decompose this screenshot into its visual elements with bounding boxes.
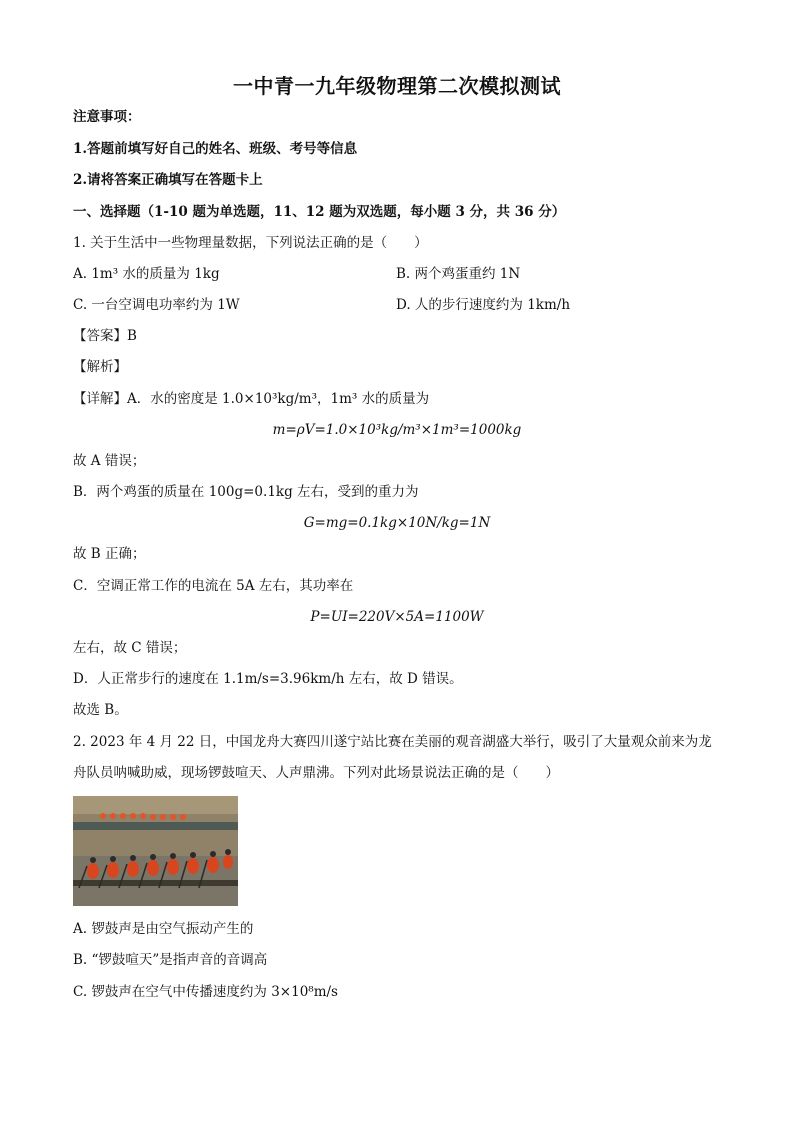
formula-a: m=ρV=1.0×10³kg/m³×1m³=1000kg (272, 422, 522, 438)
question-1-option-c: C. 一台空调电功率约为 1W (73, 297, 240, 313)
notice-heading: 注意事项： (73, 109, 141, 125)
notice-item-2: 2.请将答案正确填写在答题卡上 (73, 172, 263, 188)
question-1-option-d: D. 人的步行速度约为 1km/h (396, 297, 571, 313)
analysis-label: 【解析】 (73, 359, 127, 375)
question-2-option-c: C. 锣鼓声在空气中传播速度约为 3×10⁸m/s (73, 984, 338, 1000)
formula-c: P=UI=220V×5A=1100W (310, 609, 484, 625)
question-2-option-b: B. “锣鼓喧天”是指声音的音调高 (73, 952, 268, 968)
final-answer: 故选 B。 (73, 702, 128, 718)
question-1-option-b: B. 两个鸡蛋重约 1N (396, 266, 521, 282)
formula-b: G=mg=0.1kg×10N/kg=1N (303, 515, 491, 531)
answer-label: 【答案】B (73, 328, 137, 344)
question-1-stem: 1. 关于生活中一些物理量数据，下列说法正确的是（ ） (73, 235, 428, 251)
question-2-stem-line-1: 2. 2023 年 4 月 22 日，中国龙舟大赛四川遂宁站比赛在美丽的观音湖盛大举行，吸引了大量观众前来为龙 (73, 734, 712, 750)
dragon-boat-photo (73, 796, 238, 906)
detail-b: B．两个鸡蛋的质量在 100g=0.1kg 左右，受到的重力为 (73, 484, 419, 500)
conclusion-c: 左右，故 C 错误； (73, 640, 187, 656)
detail-d: D．人正常步行的速度在 1.1m/s=3.96km/h 左右，故 D 错误。 (73, 671, 463, 687)
detail-c: C．空调正常工作的电流在 5A 左右，其功率在 (73, 578, 354, 594)
section-heading: 一、选择题（1-10 题为单选题，11、12 题为双选题，每小题 3 分，共 36 分） (73, 204, 566, 220)
conclusion-b: 故 B 正确； (73, 546, 146, 562)
conclusion-a: 故 A 错误； (73, 453, 146, 469)
page-title: 一中青一九年级物理第二次模拟测试 (233, 74, 561, 98)
question-1-option-a: A. 1m³ 水的质量为 1kg (73, 266, 220, 282)
detail-a: 【详解】A．水的密度是 1.0×10³kg/m³，1m³ 水的质量为 (73, 391, 430, 407)
question-2-stem-line-2: 舟队员呐喊助威，现场锣鼓喧天、人声鼎沸。下列对此场景说法正确的是（ ） (73, 765, 559, 781)
notice-item-1: 1.答题前填写好自己的姓名、班级、考号等信息 (73, 141, 358, 157)
question-2-option-a: A. 锣鼓声是由空气振动产生的 (73, 921, 254, 937)
